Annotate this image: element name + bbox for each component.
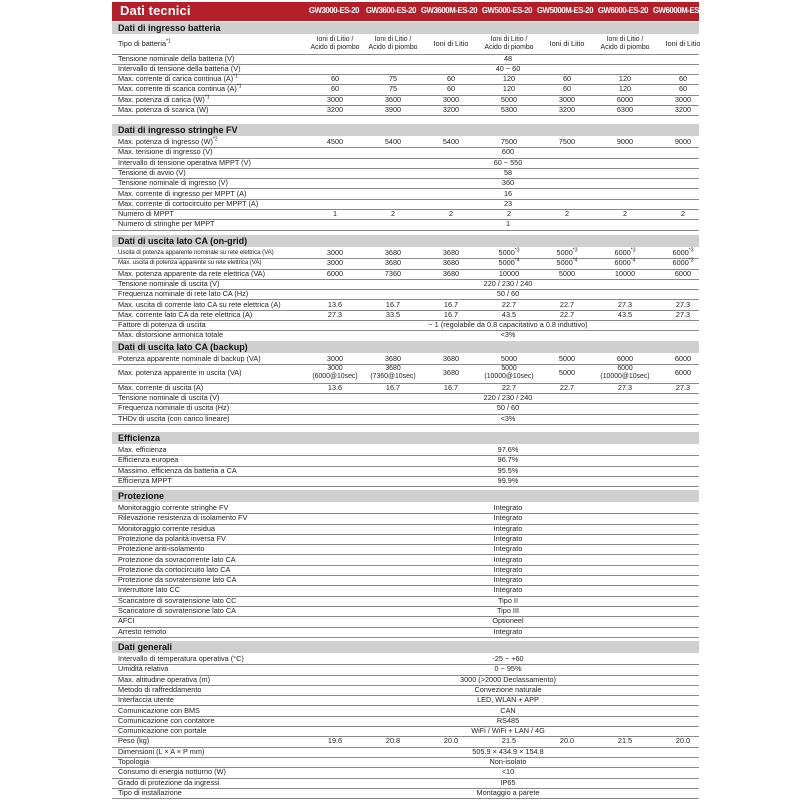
spec-value: CAN xyxy=(500,705,516,715)
model-header: GW6000M-ES-20 xyxy=(652,6,710,15)
spec-value: 6000 xyxy=(326,268,344,278)
spec-value: 2 xyxy=(390,209,396,219)
spec-value: 7500 xyxy=(500,137,518,146)
spec-value: 3000 xyxy=(326,94,344,104)
spec-label: Intervallo di temperatura operativa (°C) xyxy=(118,654,244,663)
spec-value: 5000 xyxy=(558,354,576,363)
spec-value: 4500 xyxy=(326,137,344,146)
model-header: GW3000-ES-20 xyxy=(308,6,360,15)
spec-value: Non-isolato xyxy=(489,757,527,766)
spec-value: 3200 xyxy=(674,105,692,114)
spec-row xyxy=(112,330,699,341)
spec-label: Protezione da polarità inversa FV xyxy=(118,533,226,543)
spec-value: Integrato xyxy=(493,544,523,554)
spec-value: 60 xyxy=(678,74,688,84)
spec-label: Max. corrente di scarica continua $(A)^{*1}$ xyxy=(118,83,242,94)
spec-value: 10000 xyxy=(614,268,636,278)
spec-value: 6000$^{*3}$ xyxy=(672,247,694,257)
spec-value: Integrato xyxy=(493,503,523,512)
spec-value: 2 xyxy=(680,209,686,219)
spec-label: Max. corrente di uscita (A) xyxy=(118,382,204,392)
spec-label: Tensione nominale di ingresso (V) xyxy=(118,178,228,188)
spec-value: 5000 xyxy=(500,354,518,363)
spec-label: Max. uscita di corrente lato CA su rete elettrica (A) xyxy=(118,299,281,309)
section-header xyxy=(112,432,699,444)
spec-value: 220 / 230 / 240 xyxy=(483,278,533,288)
spec-label: Protezione da cortocircuito lato CA xyxy=(118,564,231,574)
model-header: GW3600-ES-20 xyxy=(365,6,417,15)
spec-label: Massimo. efficienza da batteria a CA xyxy=(118,465,237,475)
spec-value: 27.3 xyxy=(675,382,691,392)
spec-value: 5000$^{*4}$ xyxy=(498,257,520,268)
spec-label: Max. corrente di carica continua $(A)^{*1}$ xyxy=(118,73,238,84)
spec-label: Arresto remoto xyxy=(118,626,167,636)
spec-value: 1 xyxy=(505,219,511,229)
spec-value: Optioneel xyxy=(492,616,524,626)
model-header: GW5000-ES-20 xyxy=(481,6,533,15)
spec-value: IP65 xyxy=(500,777,516,787)
spec-value: 3200 xyxy=(442,105,460,114)
spec-value: 120 xyxy=(502,74,516,84)
spec-value: 10000 xyxy=(498,268,520,278)
spec-row xyxy=(112,627,699,638)
spec-label: Comunicazione con contatore xyxy=(118,715,215,725)
spec-value: Tipo II xyxy=(497,595,518,605)
spec-label: Max. efficienza xyxy=(118,445,167,454)
spec-value: 60 ~ 550 xyxy=(493,157,523,167)
spec-value: 120 xyxy=(618,74,632,84)
spec-value: 2 xyxy=(506,209,512,219)
spec-value: 60 xyxy=(446,74,456,84)
spec-label: Max. corrente di cortocircuito per MPPT (A) xyxy=(118,198,259,208)
spec-value: 5000 xyxy=(558,368,576,378)
spec-value: WiFi / WiFi + LAN / 4G xyxy=(471,726,545,736)
spec-value: 3200 xyxy=(326,105,344,114)
spec-label: Fattore di potenza di uscita xyxy=(118,320,206,330)
spec-label: Frequenza nominale di rete lato CA (Hz) xyxy=(118,289,249,299)
spec-value: 75 xyxy=(388,84,398,94)
spec-label: Interfaccia utente xyxy=(118,695,174,705)
spec-value: 27.3 xyxy=(617,382,633,392)
spec-value: 40 ~ 60 xyxy=(495,63,521,73)
spec-value: 6000 xyxy=(674,368,692,378)
spec-value: Integrato xyxy=(493,554,523,564)
spec-label: THDv di uscita (con carico lineare) xyxy=(118,413,230,423)
spec-row xyxy=(112,219,699,230)
spec-value: 7360 xyxy=(384,268,402,278)
spec-label: Max. potenza apparente in uscita (VA) xyxy=(118,368,242,378)
spec-value: Integrato xyxy=(493,533,523,543)
spec-value: 5400 xyxy=(384,137,402,146)
spec-value: 16.7 xyxy=(443,382,459,392)
spec-label: Scaricatore di sovratensione lato CA xyxy=(118,606,237,615)
spec-value: Tipo III xyxy=(496,606,520,615)
section-header xyxy=(112,235,699,247)
spec-value: <3% xyxy=(500,413,516,423)
spec-value: Convezione naturale xyxy=(474,684,542,694)
spec-row xyxy=(112,414,699,425)
spec-value: 6000$^{*4}$ xyxy=(614,257,636,268)
spec-label: Uscita di potenza apparente nominale su rete elettrica (VA) xyxy=(118,249,274,256)
spec-row xyxy=(112,35,699,55)
spec-value: 27.3 xyxy=(617,299,633,309)
spec-value: 6000 xyxy=(616,354,634,363)
spec-value: Integrato xyxy=(493,523,523,533)
spec-value: 3000 xyxy=(674,94,692,104)
spec-label: Protezione da sovratensione lato CA xyxy=(118,575,237,585)
section-header xyxy=(112,22,699,34)
spec-value: Ioni di Litio / Acido di piombo xyxy=(368,35,418,52)
spec-value: 97.6% xyxy=(497,445,519,454)
section-title: Dati di ingresso batteria xyxy=(118,23,221,33)
spec-value: 3680 xyxy=(442,354,460,363)
spec-value: 0 ~ 95% xyxy=(494,664,522,674)
spec-value: 9000 xyxy=(616,137,634,146)
spec-label: Protezione anti-isolamento xyxy=(118,544,205,554)
spec-label: Max. potenza di carica $(W)^{*1}$ xyxy=(118,94,210,104)
spec-label: Numero di stringhe per MPPT xyxy=(118,219,215,229)
spec-value: 3000 (6000@10sec) xyxy=(312,364,358,381)
spec-value: 6000$^{*3}$ xyxy=(614,247,636,257)
spec-value: 20.8 xyxy=(385,736,401,746)
section-header xyxy=(112,341,699,353)
spec-label: Potenza apparente nominale di backup (VA) xyxy=(118,354,261,363)
spec-value: Ioni di Litio xyxy=(665,39,701,48)
spec-value: 3680 xyxy=(384,248,402,257)
spec-value: 50 / 60 xyxy=(496,403,520,413)
model-header: GW3600M-ES-20 xyxy=(420,6,478,15)
spec-label: Efficienza MPPT xyxy=(118,475,172,485)
spec-value: Integrato xyxy=(493,513,523,523)
spec-value: 50 / 60 xyxy=(496,289,520,299)
spec-value: 60 xyxy=(446,84,456,94)
spec-value: 505.9 × 434.9 × 154.8 xyxy=(472,746,544,756)
spec-value: 5000$^{*3}$ xyxy=(556,247,578,257)
spec-value: 19.6 xyxy=(327,736,343,746)
spec-label: Rilevazione resistenza di isolamento FV xyxy=(118,513,248,523)
spec-value: 220 / 230 / 240 xyxy=(483,393,533,403)
spec-value: 3000 xyxy=(326,258,344,268)
spec-label: Frequenza nominale di uscita (Hz) xyxy=(118,403,230,413)
spec-value: 600 xyxy=(501,147,515,157)
spec-value: 16 xyxy=(503,188,513,198)
spec-label: Grado di protezione da ingressi xyxy=(118,777,220,787)
spec-value: 3000 xyxy=(326,248,344,257)
spec-value: 5000$^{*4}$ xyxy=(556,257,578,268)
section-title: Dati di uscita lato CA (backup) xyxy=(118,342,248,352)
spec-value: Ioni di Litio / Acido di piombo xyxy=(600,35,650,52)
section-title: Protezione xyxy=(118,491,165,501)
spec-value: 3680 xyxy=(384,258,402,268)
spec-label: Intervallo di tensione operativa MPPT (V) xyxy=(118,157,251,167)
header-bar xyxy=(112,2,710,21)
spec-label: Efficienza europea xyxy=(118,455,179,465)
section-title: Efficienza xyxy=(118,433,161,443)
spec-value: 6300 xyxy=(616,105,634,114)
spec-value: 2 xyxy=(622,209,628,219)
spec-value: 99.9% xyxy=(497,475,519,485)
spec-value: 16.7 xyxy=(443,299,459,309)
spec-value: 27.3 xyxy=(675,309,691,319)
spec-value: 13.6 xyxy=(327,382,343,392)
spec-label: Max. potenza di scarica (W) xyxy=(118,105,209,114)
spec-value: 5000 (10000@10sec) xyxy=(484,364,534,381)
section-title: Dati di ingresso stringhe FV xyxy=(118,125,238,135)
spec-row xyxy=(112,105,699,116)
spec-row xyxy=(112,476,699,487)
spec-label: Consumo di energia notturno (W) xyxy=(118,767,226,777)
spec-label: Monitoraggio corrente stringhe FV xyxy=(118,503,229,512)
spec-label: Max. distorsione armonica totale xyxy=(118,330,224,340)
spec-label: Max. tensione di ingresso (V) xyxy=(118,147,213,157)
spec-value: 60 xyxy=(562,74,572,84)
spec-value: 48 xyxy=(503,53,513,63)
spec-value: 33.5 xyxy=(385,309,401,319)
spec-label: Tipo di batteria$^{*1}$ xyxy=(118,38,171,48)
spec-label: Max. potenza apparente da rete elettrica (VA) xyxy=(118,268,266,278)
spec-value: 43.5 xyxy=(617,309,633,319)
spec-value: 6000 xyxy=(674,268,692,278)
spec-label: Max. corrente lato CA da rete elettrica (A) xyxy=(118,309,253,319)
model-header: GW6000-ES-20 xyxy=(597,6,649,15)
spec-value: 1 xyxy=(332,209,338,219)
spec-value: 3900 xyxy=(384,105,402,114)
spec-value: 3000 xyxy=(558,94,576,104)
spec-value: 3600 xyxy=(384,94,402,104)
spec-value: Integrato xyxy=(493,585,523,595)
spec-value: 22.7 xyxy=(559,299,575,309)
section-header xyxy=(112,124,699,136)
spec-value: Ioni di Litio xyxy=(549,39,585,48)
spec-value: Integrato xyxy=(493,626,523,636)
spec-value: 43.5 xyxy=(501,309,517,319)
spec-label: Umidità relativa xyxy=(118,664,169,674)
spec-row xyxy=(112,788,699,799)
spec-label: Comunicazione con portale xyxy=(118,726,207,736)
spec-value: 3680 xyxy=(442,368,460,378)
spec-value: 13.6 xyxy=(327,299,343,309)
spec-value: 22.7 xyxy=(559,382,575,392)
model-header: GW5000M-ES-20 xyxy=(536,6,594,15)
spec-value: 21.5 xyxy=(617,736,633,746)
spec-value: -25 ~ +60 xyxy=(492,654,524,663)
spec-value: 60 xyxy=(562,84,572,94)
spec-value: 27.3 xyxy=(675,299,691,309)
spec-label: Scaricatore di sovratensione lato CC xyxy=(118,595,237,605)
spec-value: 60 xyxy=(330,84,340,94)
spec-value: 5000 xyxy=(500,94,518,104)
spec-value: 3000 xyxy=(326,354,344,363)
section-header xyxy=(112,641,699,653)
spec-value: 75 xyxy=(388,74,398,84)
spec-value: 5300 xyxy=(500,105,518,114)
spec-value: 3200 xyxy=(558,105,576,114)
spec-label: Dimensioni (L × A × P mm) xyxy=(118,746,205,756)
spec-value: 3680 xyxy=(442,268,460,278)
spec-value: 6000 xyxy=(674,354,692,363)
spec-value: 21.5 xyxy=(501,736,517,746)
spec-value: 16.7 xyxy=(385,299,401,309)
spec-value: LED, WLAN + APP xyxy=(477,695,539,705)
spec-label: Max. corrente di ingresso per MPPT (A) xyxy=(118,188,247,198)
spec-value: 5000$^{*3}$ xyxy=(498,247,520,257)
spec-value: 2 xyxy=(448,209,454,219)
spec-label: Tensione nominale di uscita (V) xyxy=(118,278,220,288)
spec-label: AFCI xyxy=(118,616,135,626)
section-title: Dati generali xyxy=(118,642,173,652)
spec-label: Interruttore lato CC xyxy=(118,585,181,595)
spec-value: 3680 xyxy=(442,248,460,257)
section-title: Dati di uscita lato CA (on-grid) xyxy=(118,236,248,246)
spec-value: 60 xyxy=(678,84,688,94)
spec-value: Integrato xyxy=(493,564,523,574)
spec-value: 23 xyxy=(503,198,513,208)
spec-value: 22.7 xyxy=(559,309,575,319)
spec-value: 2 xyxy=(564,209,570,219)
spec-value: 120 xyxy=(502,84,516,94)
spec-value: Ioni di Litio / Acido di piombo xyxy=(484,35,534,52)
spec-label: Protezione da sovracorrente lato CA xyxy=(118,554,236,564)
spec-row xyxy=(112,364,699,384)
spec-value: 3680 (7360@10sec) xyxy=(370,364,416,381)
spec-value: 5000 xyxy=(558,268,576,278)
spec-label: Max. potenza di ingresso $(W)^{*2}$ xyxy=(118,136,218,146)
spec-value: 60 xyxy=(330,74,340,84)
spec-value: 7500 xyxy=(558,137,576,146)
spec-label: Tipo di installazione xyxy=(118,787,182,797)
spec-value: Integrato xyxy=(493,575,523,585)
spec-value: 360 xyxy=(501,178,515,188)
spec-label: Tensione nominale della batteria (V) xyxy=(118,53,235,63)
spec-value: 95.5% xyxy=(497,465,519,475)
section-header xyxy=(112,490,699,502)
spec-value: 6000$^{*3}$ xyxy=(672,257,694,268)
spec-value: 96.7% xyxy=(497,455,519,465)
spec-label: Numero di MPPT xyxy=(118,209,174,219)
spec-value: Ioni di Litio xyxy=(433,39,469,48)
spec-value: 27.3 xyxy=(327,309,343,319)
spec-value: 58 xyxy=(503,167,513,177)
spec-value: 16.7 xyxy=(385,382,401,392)
spec-label: Metodo di raffreddamento xyxy=(118,684,202,694)
spec-value: 20.0 xyxy=(443,736,459,746)
spec-value: ~ 1 (regolabile da 0.8 capacitativo a 0.8 induttivo) xyxy=(428,320,588,330)
spec-value: 6000 (10000@10sec) xyxy=(600,364,650,381)
spec-value: 16.7 xyxy=(443,309,459,319)
page-title: Dati tecnici xyxy=(120,3,191,18)
spec-value: 3680 xyxy=(384,354,402,363)
spec-value: <10 xyxy=(501,767,515,777)
spec-value: <3% xyxy=(500,330,516,340)
spec-value: RS485 xyxy=(496,715,520,725)
spec-label: Tensione di avvio (V) xyxy=(118,167,186,177)
spec-value: 9000 xyxy=(674,137,692,146)
spec-label: Max. altitudine operativa (m) xyxy=(118,674,211,684)
spec-label: Intervallo di tensione della batteria (V) xyxy=(118,63,241,73)
spec-label: Monitoraggio corrente residua xyxy=(118,523,215,533)
spec-value: Montaggio a parete xyxy=(476,787,540,797)
spec-value: 3680 xyxy=(442,258,460,268)
spec-value: 6000 xyxy=(616,94,634,104)
spec-label: Peso (kg) xyxy=(118,736,150,746)
spec-value: 3000 (>2000 Declassamento) xyxy=(460,674,556,684)
spec-label: Comunicazione con BMS xyxy=(118,705,200,715)
spec-value: 20.0 xyxy=(559,736,575,746)
spec-value: 5400 xyxy=(442,137,460,146)
spec-value: 22.7 xyxy=(501,299,517,309)
spec-value: 3000 xyxy=(442,94,460,104)
spec-value: 120 xyxy=(618,84,632,94)
spec-value: 22.7 xyxy=(501,382,517,392)
spec-value: Ioni di Litio / Acido di piombo xyxy=(310,35,360,52)
spec-value: 20.0 xyxy=(675,736,691,746)
spec-label: Tensione nominale di uscita (V) xyxy=(118,393,220,403)
spec-label: Max. uscita di potenza apparente su rete elettrica (VA) xyxy=(118,259,262,267)
spec-label: Topologia xyxy=(118,757,150,766)
